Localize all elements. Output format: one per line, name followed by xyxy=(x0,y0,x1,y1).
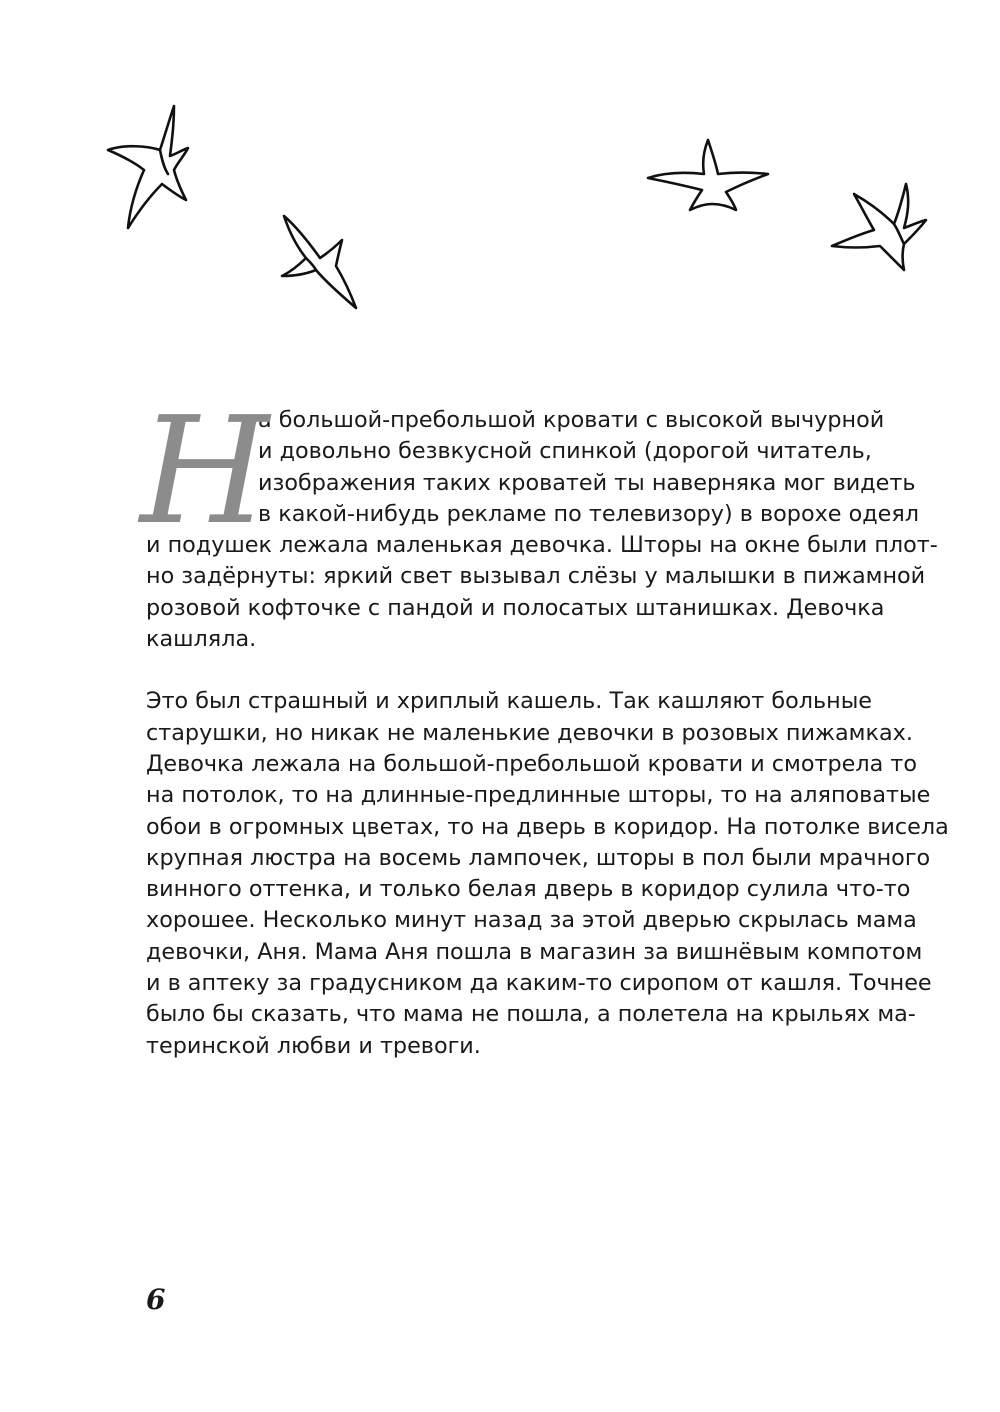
text-line: теринской любви и тревоги. xyxy=(146,1032,481,1059)
text-line: а большой-пребольшой кровати с высокой вычурной xyxy=(258,407,885,433)
text-line: в какой-нибудь рекламе по телевизору) в ворохе одеял xyxy=(258,500,920,527)
text-line: и довольно безвкусной спинкой (дорогой читатель, xyxy=(258,438,872,465)
bird-icon xyxy=(280,214,360,310)
bird-icon xyxy=(104,104,190,230)
text-line: было бы сказать, что мама не пошла, а полетела на крыльях ма- xyxy=(146,1001,916,1028)
paragraph-2 xyxy=(146,686,949,1062)
story-text xyxy=(140,385,949,1062)
text-line: кашляла. xyxy=(146,626,257,653)
drop-cap xyxy=(140,385,270,557)
text-line: и в аптеку за градусником да каким-то сиропом от кашля. Точнее xyxy=(146,970,932,997)
text-line: хорошее. Несколько минут назад за этой дверью скрылась мама xyxy=(146,907,917,934)
text-line: девочки, Аня. Мама Аня пошла в магазин за вишнёвым компотом xyxy=(146,938,923,965)
text-line: изображения таких кроватей ты наверняка мог видеть xyxy=(258,469,916,496)
text-line: но задёрнуты: яркий свет вызывал слёзы у малышки в пижамной xyxy=(146,563,926,590)
text-line: старушки, но никак не маленькие девочки в розовых пижамках. xyxy=(146,719,913,746)
bird-icon xyxy=(646,138,770,212)
text-line: и подушек лежала маленькая девочка. Шторы на окне были плот- xyxy=(146,532,938,559)
text-line: обои в огромных цветах, то на дверь в коридор. На потолке висела xyxy=(146,813,949,840)
drop-cap-letter: Н xyxy=(140,385,270,557)
page-number: 6 xyxy=(146,1283,166,1316)
bird-icon xyxy=(828,182,928,274)
text-line: винного оттенка, и только белая дверь в коридор сулила что-то xyxy=(146,876,911,903)
bird-illustration xyxy=(0,0,1000,360)
text-line: Девочка лежала на большой-пребольшой кровати и смотрела то xyxy=(146,750,918,777)
text-line: Это был страшный и хриплый кашель. Так кашляют больные xyxy=(146,688,873,715)
text-line: крупная люстра на восемь лампочек, шторы в пол были мрачного xyxy=(146,844,931,871)
text-line: на потолок, то на длинные-предлинные шторы, то на аляповатые xyxy=(146,782,931,809)
text-line: розовой кофточке с пандой и полосатых штанишках. Девочка xyxy=(146,594,885,621)
